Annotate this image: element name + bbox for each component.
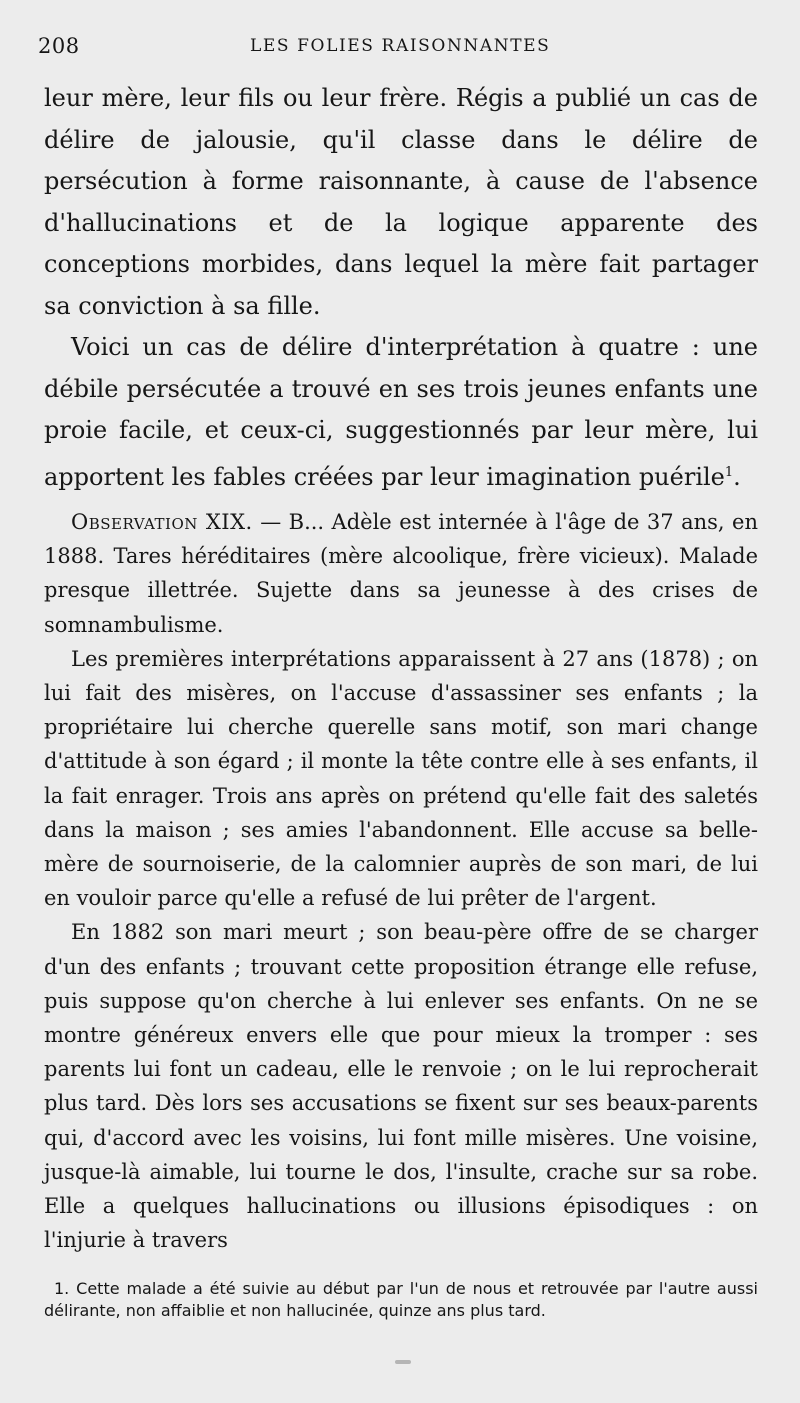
observation-paragraph: Les premières interprétations apparaissent à 27 ans (1878) ; on lui fait des misères, on l'accuse d'assassiner ses enfants ; la propriétaire lui cherche querelle sans motif, son mari change d'attitude à son égard ; il monte la tête contre elle à ses enfants, il la fait enrager. Trois ans après on prétend qu'elle fait des saletés dans la maison ; ses amies l'abandonnent. Elle accuse sa belle-mère de sournoiserie, de la calomnier auprès de son mari, de lui en vouloir parce qu'elle a refusé de lui prêter de l'argent. (44, 646, 758, 911)
observation-intro-text: — B... Adèle est internée à l'âge de 37 ans, en 1888. Tares héréditaires (mère alcoolique, frère vicieux). Malade presque illettrée. Sujette dans sa jeunesse à des crises de somnambulisme. (44, 510, 758, 637)
footnote-paragraph (44, 1278, 758, 1322)
paragraph-case-intro: Voici un cas de délire d'interprétation à quatre : une débile persécutée a trouvé en ses trois jeunes enfants une proie facile, et ceux-ci, suggestionnés par leur mère, lui apportent les fables créées par leur imagination puérile$^1$. (44, 333, 758, 491)
paragraph-continuation: leur mère, leur fils ou leur frère. Régis a publié un cas de délire de jalousie, qu'il classe dans le délire de persécution à forme raisonnante, à cause de l'absence d'hallucinations et de la logique apparente des conceptions morbides, dans lequel la mère fait partager sa conviction à sa fille. (44, 84, 758, 320)
observation-label: Observation XIX. (71, 510, 253, 534)
paragraph-case-intro-text: Voici un cas de délire d'interprétation à quatre : une débile persécutée a trouvé en ses trois jeunes enfants une proie facile, et ceux-ci, suggestionnés par leur mère, lui apportent les fables créées par leur imagination puérile (44, 333, 758, 491)
footnote-number: 1. (54, 1279, 70, 1298)
running-title: LES FOLIES RAISONNANTES (250, 36, 551, 56)
footnote (44, 1278, 758, 1322)
main-text (44, 78, 758, 498)
observation-heading-paragraph (44, 505, 758, 642)
observation-block (44, 505, 758, 1257)
ink-mark (395, 1360, 411, 1364)
page-number: 208 (38, 34, 80, 58)
footnote-text: Cette malade a été suivie au début par l'un de nous et retrouvée par l'autre aussi délirante, non affaiblie et non hallucinée, quinze ans plus tard. (44, 1279, 758, 1320)
footnote-reference: 1 (724, 464, 734, 480)
page-header (38, 34, 758, 64)
observation-paragraph: En 1882 son mari meurt ; son beau-père offre de se charger d'un des enfants ; trouvant cette proposition étrange elle refuse, puis suppose qu'on cherche à lui enlever ses enfants. On ne se montre généreux envers elle que pour mieux la tromper : ses parents lui font un cadeau, elle le renvoie ; on le lui reprocherait plus tard. Dès lors ses accusations se fixent sur ses beaux-parents qui, d'accord avec les voisins, lui font mille misères. Une voisine, jusque-là aimable, lui tourne le dos, l'insulte, crache sur sa robe. Elle a quelques hallucinations ou illusions épisodiques : on l'injurie à travers (44, 920, 758, 1253)
